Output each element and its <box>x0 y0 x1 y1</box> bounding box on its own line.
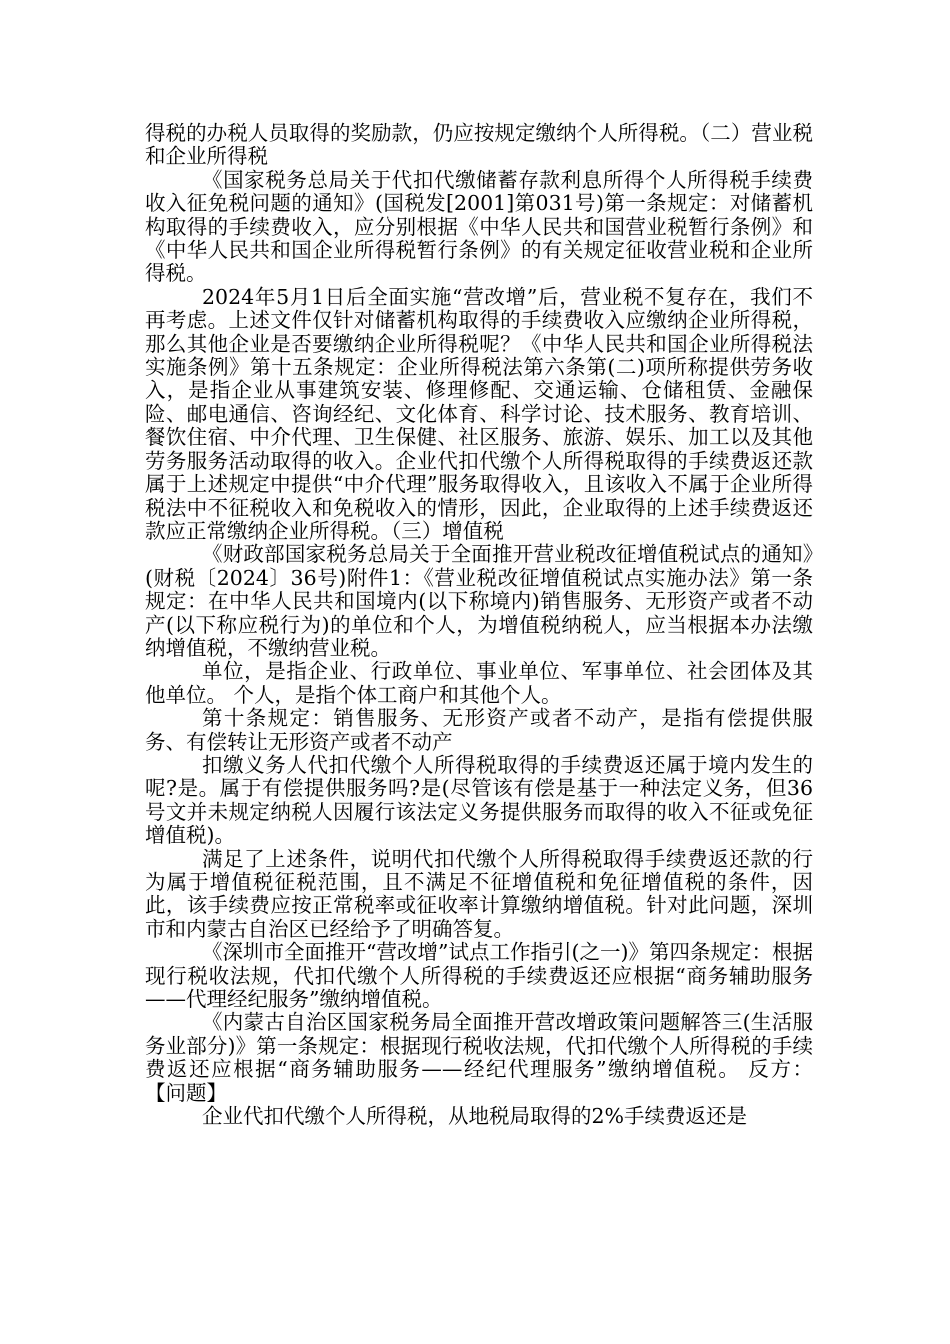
paragraph-1: 得税的办税人员取得的奖励款，仍应按规定缴纳个人所得税。（二）营业税和企业所得税 <box>145 121 813 169</box>
paragraph-6: 第十条规定：销售服务、无形资产或者不动产，是指有偿提供服务、有偿转让无形资产或者不动产 <box>145 706 813 754</box>
document-body <box>145 122 813 1128</box>
paragraph-4: 《财政部国家税务总局关于全面推开营业税改征增值税试点的通知》(财税〔2024〕36号)附件1：《营业税改征增值税试点实施办法》第一条规定：在中华人民共和国境内(以下称境内)销售服务、无形资产或者不动产(以下称应税行为)的单位和个人，为增值税纳税人，应当根据本办法缴纳增值税，不缴纳营业税。 <box>145 542 813 660</box>
paragraph-3: 2024年5月1日后全面实施“营改增”后，营业税不复存在，我们不再考虑。上述文件仅针对储蓄机构取得的手续费收入应缴纳企业所得税，那么其他企业是否要缴纳企业所得税呢？《中华人民共和国企业所得税法实施条例》第十五条规定：企业所得税法第六条第(二)项所称提供劳务收入，是指企业从事建筑安装、修理修配、交通运输、仓储租赁、金融保险、邮电通信、咨询经纪、文化体育、科学讨论、技术服务、教育培训、餐饮住宿、中介代理、卫生保健、社区服务、旅游、娱乐、加工以及其他劳务服务活动取得的收入。企业代扣代缴个人所得税取得的手续费返还款属于上述规定中提供“中介代理”服务取得收入，且该收入不属于企业所得税法中不征税收入和免税收入的情形，因此，企业取得的上述手续费返还款应正常缴纳企业所得税。（三）增值税 <box>145 284 813 543</box>
paragraph-9: 《深圳市全面推开“营改增”试点工作指引(之一)》第四条规定：根据现行税收法规，代扣代缴个人所得税的手续费返还应根据“商务辅助服务——代理经纪服务”缴纳增值税。 <box>145 940 813 1012</box>
paragraph-11: 企业代扣代缴个人所得税，从地税局取得的2%手续费返还是 <box>202 1104 748 1129</box>
paragraph-5: 单位，是指企业、行政单位、事业单位、军事单位、社会团体及其他单位。 个人，是指个体工商户和其他个人。 <box>145 659 813 707</box>
paragraph-7: 扣缴义务人代扣代缴个人所得税取得的手续费返还属于境内发生的呢?是。属于有偿提供服务吗?是(尽管该有偿是基于一种法定义务，但36号文并未规定纳税人因履行该法定义务提供服务而取得的收入不征或免征增值税)。 <box>145 752 813 848</box>
paragraph-8: 满足了上述条件，说明代扣代缴个人所得税取得手续费返还款的行为属于增值税征税范围，且不满足不征增值税和免征增值税的条件，因此，该手续费应按正常税率或征收率计算缴纳增值税。针对此问题，深圳市和内蒙古自治区已经给予了明确答复。 <box>145 846 813 941</box>
paragraph-2: 《国家税务总局关于代扣代缴储蓄存款利息所得个人所得税手续费收入征免税问题的通知》(国税发[2001]第031号)第一条规定：对储蓄机构取得的手续费收入，应分别根据《中华人民共和国营业税暂行条例》和《中华人民共和国企业所得税暂行条例》的有关规定征收营业税和企业所得税。 <box>145 167 813 286</box>
paragraph-10: 《内蒙古自治区国家税务局全面推开营改增政策问题解答三(生活服务业部分)》第一条规定：根据现行税收法规，代扣代缴个人所得税的手续费返还应根据“商务辅助服务——经纪代理服务”缴纳增值税。 反方： 【问题】 <box>145 1010 813 1105</box>
